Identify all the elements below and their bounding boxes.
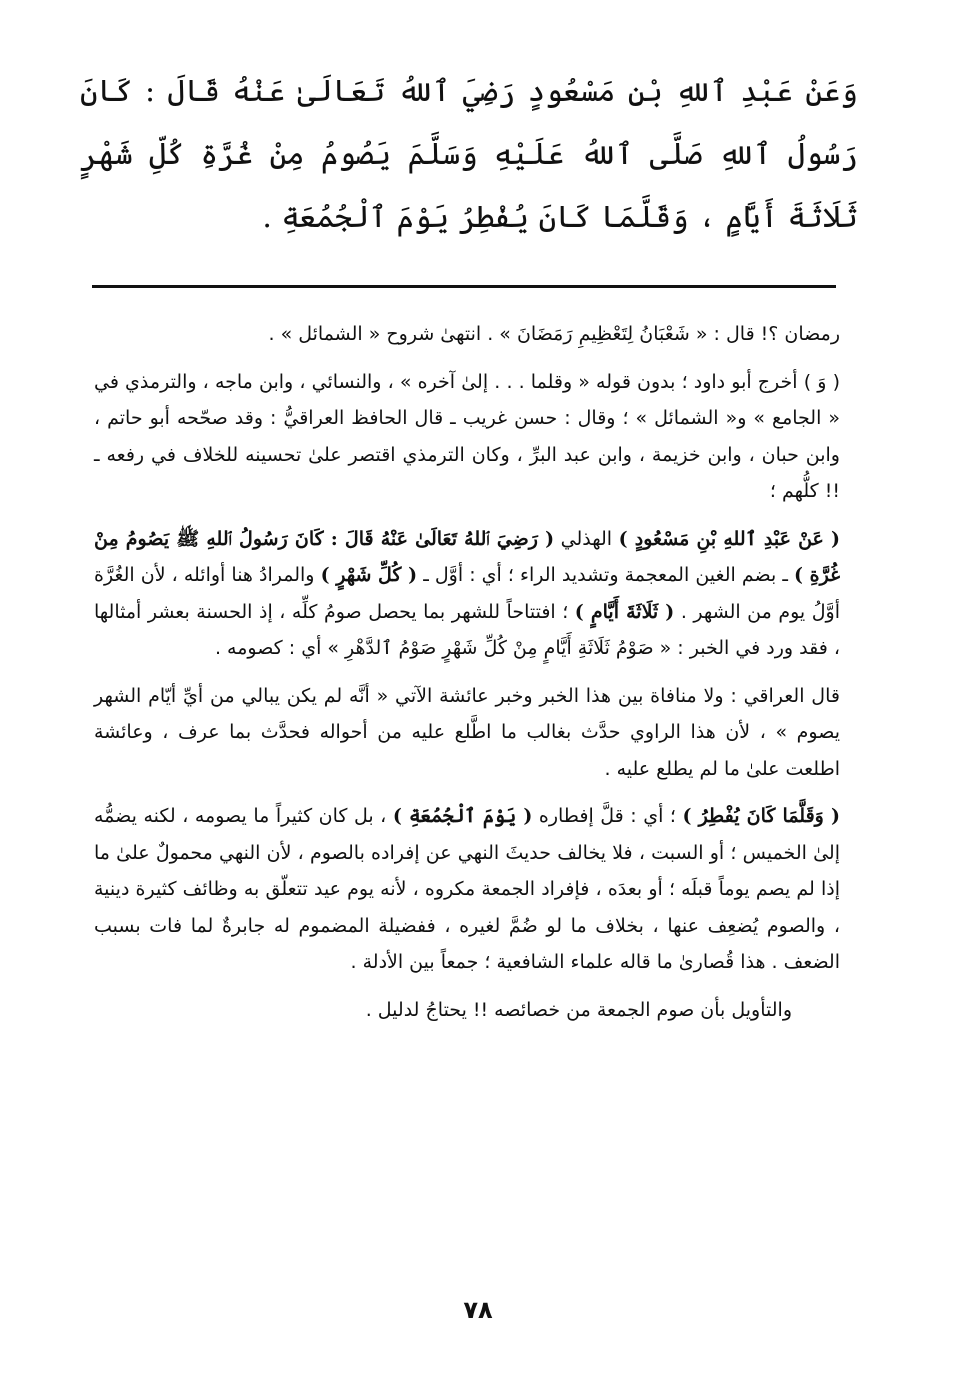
commentary-text: والمرادُ هنا أوائله ، لأن الغُرَّة أوَّلُ يوم من الشهر . <box>94 564 840 623</box>
hadith-text: وَعَنْ عَبْدِ ٱللهِ بْنِ مَسْعُودٍ رَضِيَ ٱللهُ تَعَالَىٰ عَنْهُ قَالَ : كَانَ رَسُولُ ٱللهِ صَلَّى ٱللهُ عَلَيْهِ وَسَلَّمَ يَصُومُ مِنْ غُرَّةِ كُلِّ شَهْرٍ ثَلَاثَةَ أَيَّامٍ ، وَقَلَّمَا كَانَ يُفْطِرُ يَوْمَ ٱلْجُمُعَةِ . <box>80 74 858 235</box>
commentary-paragraph: رمضان ؟! قال : « شَعْبَانُ لِتَعْظِيمِ رَمَضَانَ » . انتهىٰ شروح « الشمائل » . <box>268 323 840 345</box>
separator-rule <box>92 285 836 288</box>
quoted-text: ( عَنْ عَبْدِ ٱللهِ بْنِ مَسْعُودٍ ) <box>618 527 840 550</box>
commentary-text: ؛ أي : قلَّ إفطاره <box>532 805 683 827</box>
commentary-paragraph: والتأويل بأن صوم الجمعة من خصائصه !! يحتاجُ لدليل . <box>365 998 792 1021</box>
commentary-paragraph <box>94 521 840 667</box>
quoted-text: ( رَضِيَ ٱللهُ تَعَالَىٰ عَنْهُ قَالَ : كَانَ رَسُولُ ٱللهِ ﷺ يَصُومُ مِنْ غُرَّةِ ) <box>94 527 841 586</box>
commentary-text: ، بل كان كثيراً ما يصومه ، لكنه يضمُّه إلىٰ الخميس ؛ أو السبت ، فلا يخالف حديثَ النهي عن إفراده بالصوم ، لأن النهي محمولٌ علىٰ ما إذا لم يصم يوماً قبلَه ؛ أو بعدَه ، فإفراد الجمعة مكروه ، لأنه يوم عيد تتعلّق به وظائف كثيرة دينية ، والصوم يُضعِف عنها ، بخلاف ما لو ضُمَّ لغيره ، ففضيلة المضموم له جابرةٌ لما فات بسبب الضعف . هذا قُصارىٰ ما قاله علماء الشافعية ؛ جمعاً بين الأدلة . <box>94 805 840 973</box>
quoted-text: ( كُلِّ شَهْرٍ ) <box>320 564 418 586</box>
page-number: ٧٨ <box>463 1296 493 1324</box>
commentary-text: الهذلي <box>554 527 619 550</box>
quoted-text: ( وَقَلَّمَا كَانَ يُفْطِرُ ) <box>682 805 840 827</box>
quoted-text: ( يَوْمَ ٱلْجُمُعَةِ ) <box>392 805 533 827</box>
commentary-paragraph <box>94 798 840 981</box>
quoted-text: ( ثَلَاثَةَ أَيَّامٍ ) <box>574 600 675 623</box>
commentary-text: ـ بضم الغين المعجمة وتشديد الراء ؛ أي : أوَّل ـ <box>417 564 794 586</box>
commentary <box>94 316 840 1039</box>
commentary-paragraph: قال العراقي : ولا منافاة بين هذا الخبر وخبر عائشة الآتي « أنَّه لم يكن يبالي من أيِّ أيّام الشهر يصوم » ، لأن هذا الراوي حدَّث بغالب ما اطَّلع عليه من أحواله فحدَّث بما عرف ، وعائشة اطلعت علىٰ ما لم يطلع عليه . <box>94 684 840 780</box>
page-body <box>80 60 858 249</box>
commentary-paragraph: ( وَ ) أخرج أبو داود ؛ بدون قوله « وقلما . . . إلىٰ آخره » ، والنسائي ، وابن ماجه ، والترمذي في « الجامع » و« الشمائل » ؛ وقال : حسن غريب ـ قال الحافظ العراقيُّ : وقد صحّحه أبو حاتم ، وابن حبان ، وابن خزيمة ، وابن عبد البرِّ ، وكان الترمذي اقتصر علىٰ تحسينه للخلاف في رفعه ـ !! كلُّهم ؛ <box>94 370 840 502</box>
commentary-text: ؛ افتتاحاً للشهر بما يحصل صومُ كلِّه ، إذ الحسنة بعشر أمثالها ، فقد ورد في الخبر : « صَوْمُ ثَلَاثَةِ أَيَّامٍ مِنْ كُلِّ شَهْرٍ صَوْمُ ٱلدَّهْرِ » أي : كصومه . <box>94 600 840 659</box>
